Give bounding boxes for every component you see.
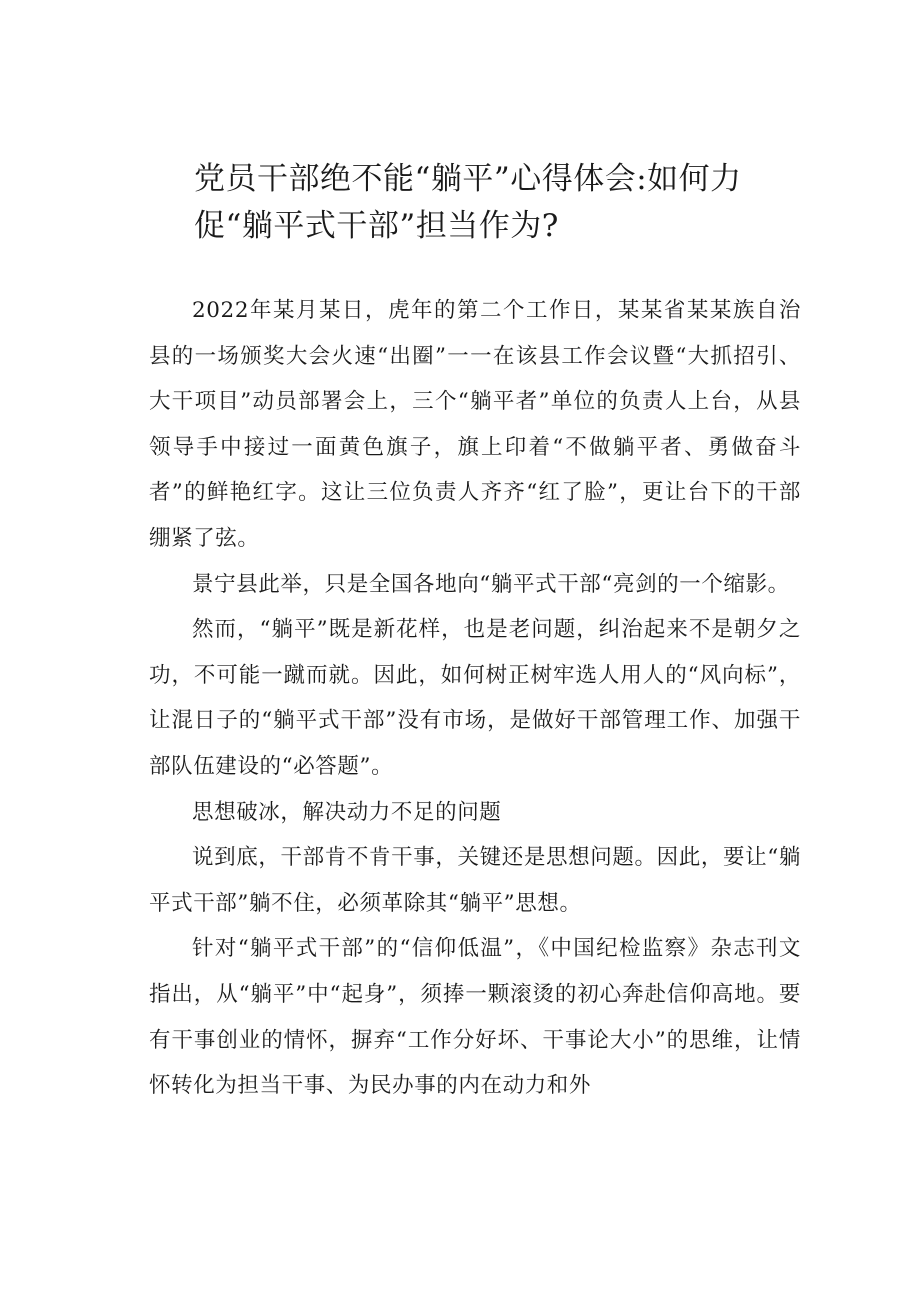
paragraph-award-meeting: 2022年某月某日，虎年的第二个工作日，某某省某某族自治县的一场颁奖大会火速“出圈”一一在该县工作会议暨“大抓招引、大干项目”动员部署会上，三个“躺平者”单位的负责人上台，从县领导手中接过一面黄色旗子，旗上印着“不做躺平者、勇做奋斗者”的鲜艳红字。这让三位负责人齐齐“红了脸”，更让台下的干部绷紧了弦。 — [149, 298, 801, 551]
document-title: 党员干部绝不能“躺平”心得体会:如何力促“躺平式干部”担当作为? — [194, 161, 742, 244]
document-body — [149, 288, 801, 1109]
paragraph-faith-low-temperature: 针对“躺平式干部”的“信仰低温”，《中国纪检监察》杂志刊文指出，从“躺平”中“起身”，须捧一颗滚烫的初心奔赴信仰高地。要有干事创业的情怀，摒弃“工作分好坏、干事论大小”的思维，让情怀转化为担当干事、为民办事的内在动力和外 — [149, 936, 801, 1099]
paragraph-thought-problem: 说到底，干部肯不肯干事，关键还是思想问题。因此，要让“躺平式干部”躺不住，必须革除其“躺平”思想。 — [149, 845, 801, 916]
paragraph-jingning-county: 景宁县此举，只是全国各地向“躺平式干部“亮剑的一个缩影。 — [192, 571, 790, 597]
section-heading-thought-icebreaking: 思想破冰，解决动力不足的问题 — [192, 799, 502, 825]
paragraph-old-problem: 然而，“躺平”既是新花样，也是老问题，纠治起来不是朝夕之功，不可能一蹴而就。因此，如何树正树牢选人用人的“风向标”，让混日子的“躺平式干部”没有市场，是做好干部管理工作、加强干部队伍建设的“必答题”。 — [149, 617, 801, 779]
